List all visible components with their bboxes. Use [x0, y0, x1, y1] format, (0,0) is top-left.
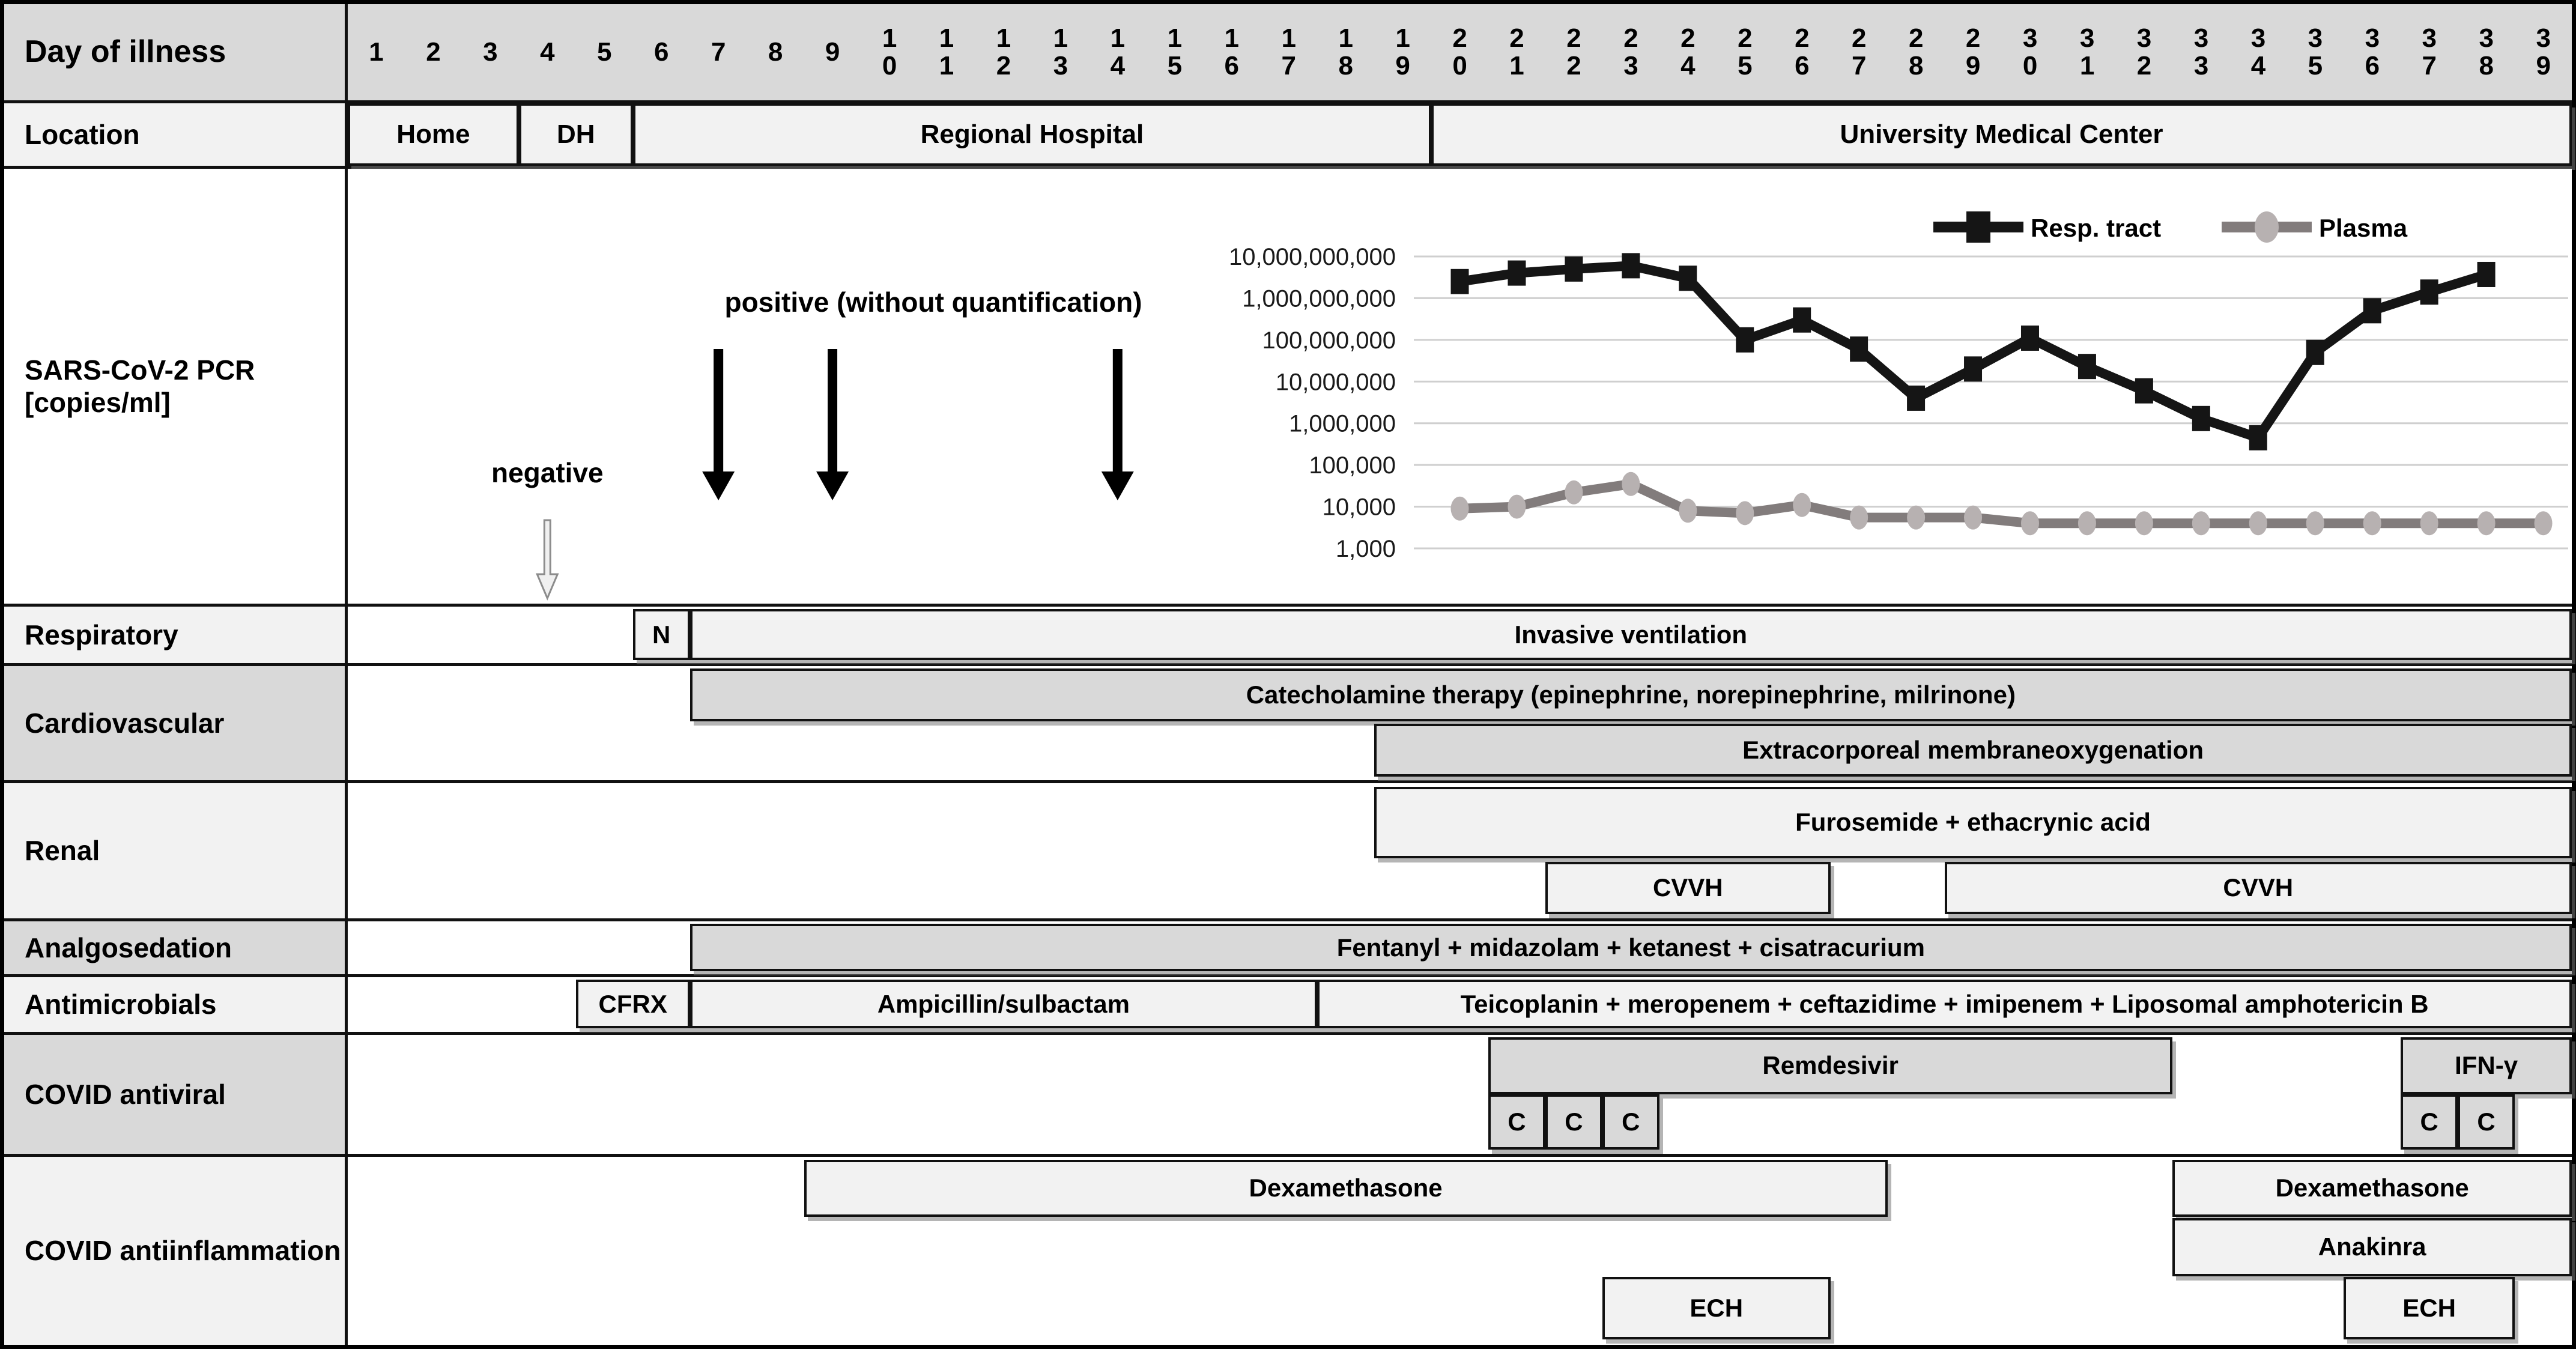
day-number: 3 9	[2536, 23, 2551, 80]
day-number: 3 8	[2479, 23, 2494, 80]
day-number: 1 0	[882, 23, 897, 80]
respiratory-row	[4, 607, 2572, 666]
timeline-bar: Fentanyl + midazolam + ketanest + cisatracurium	[690, 924, 2572, 971]
timeline-bar: ECH	[1602, 1277, 1831, 1339]
day-number: 2 9	[1965, 23, 1981, 80]
timeline-bar: C	[2458, 1094, 2515, 1150]
day-number: 3 5	[2308, 23, 2323, 80]
day-number: 3 1	[2079, 23, 2095, 80]
timeline-bar: CVVH	[1945, 862, 2572, 915]
timeline-bar: Teicoplanin + meropenem + ceftazidime + imipenem + Liposomal amphotericin B	[1317, 980, 2572, 1028]
svg-text:100,000,000: 100,000,000	[1262, 327, 1396, 354]
timeline-bar: Furosemide + ethacrynic acid	[1374, 787, 2572, 858]
location-label: Location	[4, 103, 348, 166]
day-number: 9	[825, 37, 840, 67]
day-number: 1 5	[1167, 23, 1183, 80]
day-number: 1 3	[1053, 23, 1068, 80]
pcr-chart	[348, 169, 2572, 604]
pcr-chart-area	[348, 169, 2572, 604]
timeline-bar: Catecholamine therapy (epinephrine, norepinephrine, milrinone)	[690, 668, 2572, 721]
day-of-illness-label: Day of illness	[4, 4, 348, 100]
pcr-row-label-line2: [copies/ml]	[25, 387, 171, 418]
svg-text:1,000,000: 1,000,000	[1289, 410, 1396, 437]
day-number: 1 6	[1224, 23, 1240, 80]
day-number: 2 4	[1680, 23, 1696, 80]
day-number: 1 1	[939, 23, 954, 80]
analgosedation-label: Analgosedation	[4, 921, 348, 974]
day-number: 3 2	[2136, 23, 2152, 80]
svg-text:Resp. tract: Resp. tract	[2031, 214, 2162, 242]
timeline-bar: C	[1488, 1094, 1545, 1150]
day-number: 3 3	[2193, 23, 2209, 80]
cardiovascular-timeline	[348, 666, 2572, 780]
day-number: 1 9	[1395, 23, 1410, 80]
day-number: 2 5	[1738, 23, 1753, 80]
antimicrobials-row	[4, 977, 2572, 1035]
analgosedation-timeline	[348, 921, 2572, 974]
day-number: 3 6	[2365, 23, 2380, 80]
timeline-bar: Invasive ventilation	[690, 609, 2572, 661]
respiratory-label: Respiratory	[4, 607, 348, 663]
timeline-bar: Ampicillin/sulbactam	[690, 980, 1317, 1028]
day-number: 3 4	[2250, 23, 2266, 80]
timeline-bar: IFN-γ	[2401, 1037, 2572, 1094]
svg-text:10,000,000,000: 10,000,000,000	[1228, 244, 1396, 270]
timeline-bar: C	[1602, 1094, 1659, 1150]
svg-text:10,000,000: 10,000,000	[1275, 369, 1396, 396]
day-number: 2 7	[1852, 23, 1867, 80]
day-number: 2	[426, 37, 441, 67]
timeline-bar: Dexamethasone	[2172, 1160, 2572, 1217]
day-number: 1 8	[1338, 23, 1353, 80]
location-cell: DH	[519, 103, 633, 166]
location-cells	[348, 103, 2572, 166]
location-cell: Home	[348, 103, 519, 166]
timeline-bar: CVVH	[1545, 862, 1831, 915]
timeline-bar: N	[633, 609, 690, 661]
day-number: 3 0	[2022, 23, 2038, 80]
antimicrobials-timeline	[348, 977, 2572, 1032]
location-cell: University Medical Center	[1431, 103, 2572, 166]
covid-antiinflammation-label: COVID antiinflammation	[4, 1157, 348, 1345]
svg-text:100,000: 100,000	[1309, 452, 1396, 479]
renal-row	[4, 783, 2572, 921]
day-of-illness-row	[4, 4, 2572, 103]
timeline-bar: Anakinra	[2172, 1218, 2572, 1276]
day-number: 2 2	[1566, 23, 1581, 80]
day-number: 1 7	[1281, 23, 1296, 80]
renal-label: Renal	[4, 783, 348, 918]
covid-antiviral-label: COVID antiviral	[4, 1035, 348, 1154]
timeline-bar: C	[1545, 1094, 1602, 1150]
covid-antiviral-row	[4, 1035, 2572, 1157]
antimicrobials-label: Antimicrobials	[4, 977, 348, 1032]
covid-antiinflammation-timeline	[348, 1157, 2572, 1345]
day-number: 2 6	[1795, 23, 1810, 80]
day-number: 6	[654, 37, 669, 67]
location-row	[4, 103, 2572, 169]
timeline-bar: ECH	[2344, 1277, 2515, 1339]
timeline-bar: Dexamethasone	[804, 1160, 1888, 1217]
svg-text:10,000: 10,000	[1322, 494, 1396, 521]
location-cell: Regional Hospital	[633, 103, 1431, 166]
svg-text:Plasma: Plasma	[2319, 214, 2408, 242]
day-number: 2 3	[1623, 23, 1638, 80]
pcr-row	[4, 169, 2572, 607]
analgosedation-row	[4, 921, 2572, 977]
timeline-bar: Remdesivir	[1488, 1037, 2172, 1094]
day-number: 3	[483, 37, 498, 67]
svg-text:negative: negative	[491, 457, 604, 488]
renal-timeline	[348, 783, 2572, 918]
day-number: 3 7	[2422, 23, 2437, 80]
cardiovascular-label: Cardiovascular	[4, 666, 348, 780]
day-header-cells	[348, 4, 2572, 100]
day-number: 4	[540, 37, 555, 67]
covid-antiviral-timeline	[348, 1035, 2572, 1154]
day-number: 2 8	[1908, 23, 1924, 80]
day-number: 2 0	[1452, 23, 1467, 80]
day-number: 7	[711, 37, 726, 67]
day-number: 1 4	[1110, 23, 1126, 80]
day-number: 1 2	[996, 23, 1011, 80]
timeline-bar: CFRX	[576, 980, 690, 1028]
respiratory-timeline	[348, 607, 2572, 663]
timeline-bar: C	[2401, 1094, 2458, 1150]
day-number: 2 1	[1509, 23, 1524, 80]
timeline-bar: Extracorporeal membraneoxygenation	[1374, 724, 2572, 777]
pcr-row-label	[4, 169, 348, 604]
cardiovascular-row	[4, 666, 2572, 783]
day-number: 8	[768, 37, 783, 67]
day-number: 1	[369, 37, 384, 67]
pcr-row-label-line1: SARS-CoV-2 PCR	[25, 354, 255, 386]
svg-text:1,000,000,000: 1,000,000,000	[1242, 285, 1396, 312]
svg-text:1,000: 1,000	[1335, 536, 1396, 563]
day-number: 5	[597, 37, 612, 67]
covid-antiinflammation-row	[4, 1157, 2572, 1345]
svg-text:positive (without quantificati: positive (without quantification)	[724, 286, 1142, 318]
